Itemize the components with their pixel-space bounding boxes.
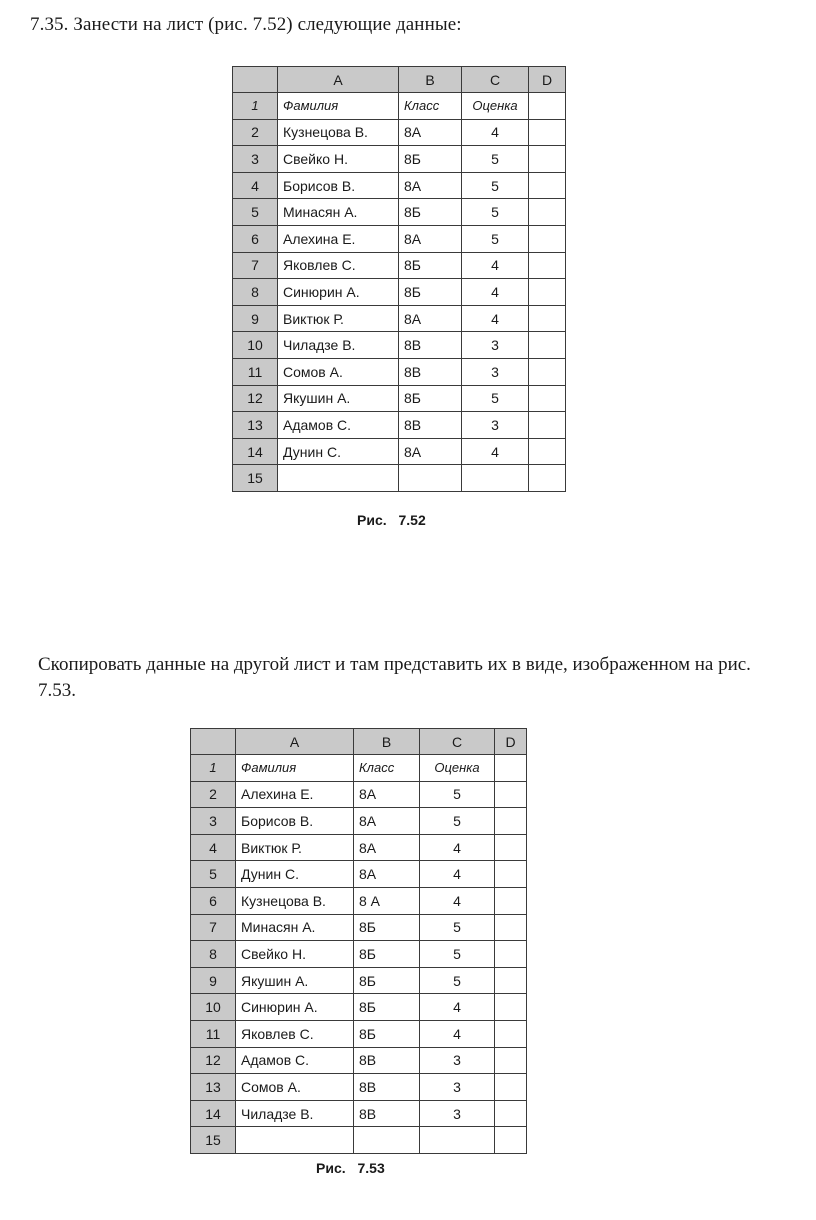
- cell-c[interactable]: [420, 1127, 495, 1154]
- table-row: [191, 941, 527, 968]
- cell-d[interactable]: [495, 1074, 527, 1101]
- spreadsheet-figure-7-52: [232, 66, 566, 492]
- cell-b[interactable]: 8Б: [354, 994, 420, 1021]
- cell-c[interactable]: Оценка: [420, 755, 495, 782]
- cell-d[interactable]: [495, 1020, 527, 1047]
- cell-d[interactable]: [529, 305, 566, 332]
- table-row: [233, 438, 566, 465]
- cell-c[interactable]: 4: [420, 994, 495, 1021]
- table-row: [233, 172, 566, 199]
- cell-a[interactable]: Алехина Е.: [236, 781, 354, 808]
- column-header-row: [191, 729, 527, 755]
- cell-d[interactable]: [529, 146, 566, 173]
- cell-d[interactable]: [529, 93, 566, 120]
- cell-c[interactable]: 4: [462, 305, 529, 332]
- cell-d[interactable]: [529, 225, 566, 252]
- cell-a[interactable]: Адамов С.: [278, 412, 399, 439]
- cell-b[interactable]: 8А: [354, 861, 420, 888]
- column-header-c[interactable]: C: [462, 67, 529, 93]
- table-row: [191, 914, 527, 941]
- cell-b[interactable]: 8В: [399, 332, 462, 359]
- cell-b[interactable]: 8Б: [354, 914, 420, 941]
- figure-caption: Рис. 7.52: [357, 512, 426, 528]
- cell-c[interactable]: 4: [420, 861, 495, 888]
- cell-d[interactable]: [529, 465, 566, 492]
- row-header[interactable]: 14: [191, 1100, 236, 1127]
- cell-d[interactable]: [529, 438, 566, 465]
- column-header-b[interactable]: B: [399, 67, 462, 93]
- cell-b[interactable]: 8А: [399, 225, 462, 252]
- table-row: [191, 1074, 527, 1101]
- cell-a[interactable]: Минасян А.: [236, 914, 354, 941]
- cell-a[interactable]: Яковлев С.: [278, 252, 399, 279]
- cell-c[interactable]: 5: [420, 808, 495, 835]
- cell-c[interactable]: 5: [420, 781, 495, 808]
- table-row: [233, 93, 566, 120]
- cell-c[interactable]: 5: [420, 941, 495, 968]
- table-row: [233, 358, 566, 385]
- cell-b[interactable]: 8Б: [354, 967, 420, 994]
- cell-d[interactable]: [529, 172, 566, 199]
- cell-d[interactable]: [529, 199, 566, 226]
- cell-a[interactable]: Алехина Е.: [278, 225, 399, 252]
- row-header[interactable]: 11: [233, 358, 278, 385]
- cell-b[interactable]: 8А: [354, 834, 420, 861]
- cell-d[interactable]: [529, 358, 566, 385]
- row-header[interactable]: 8: [191, 941, 236, 968]
- cell-c[interactable]: 5: [462, 172, 529, 199]
- cell-c[interactable]: 3: [420, 1100, 495, 1127]
- row-header[interactable]: 1: [233, 93, 278, 120]
- cell-c[interactable]: 3: [420, 1074, 495, 1101]
- cell-a[interactable]: Кузнецова В.: [236, 887, 354, 914]
- cell-c[interactable]: 4: [462, 438, 529, 465]
- column-header-a[interactable]: A: [236, 729, 354, 755]
- row-header[interactable]: 8: [233, 279, 278, 306]
- cell-a[interactable]: Яковлев С.: [236, 1020, 354, 1047]
- table-row: [233, 252, 566, 279]
- spreadsheet-figure-7-53: [190, 728, 527, 1154]
- cell-a[interactable]: Борисов В.: [236, 808, 354, 835]
- cell-b[interactable]: 8В: [354, 1047, 420, 1074]
- table-row: [233, 119, 566, 146]
- cell-b[interactable]: Класс: [399, 93, 462, 120]
- row-header[interactable]: 2: [191, 781, 236, 808]
- corner-cell[interactable]: [233, 67, 278, 93]
- cell-a[interactable]: Синюрин А.: [236, 994, 354, 1021]
- table-row: [191, 887, 527, 914]
- cell-c[interactable]: 5: [462, 225, 529, 252]
- cell-b[interactable]: 8А: [399, 119, 462, 146]
- cell-a[interactable]: Якушин А.: [236, 967, 354, 994]
- cell-a[interactable]: Минасян А.: [278, 199, 399, 226]
- cell-b[interactable]: 8А: [354, 808, 420, 835]
- cell-d[interactable]: [495, 941, 527, 968]
- cell-d[interactable]: [495, 1100, 527, 1127]
- cell-d[interactable]: [529, 332, 566, 359]
- cell-a[interactable]: Борисов В.: [278, 172, 399, 199]
- cell-b[interactable]: 8Б: [399, 279, 462, 306]
- row-header[interactable]: 4: [191, 834, 236, 861]
- column-header-row: [233, 67, 566, 93]
- instruction-text: Скопировать данные на другой лист и там представить их в виде, изображенном на рис. 7.53.: [38, 654, 751, 701]
- row-header[interactable]: 4: [233, 172, 278, 199]
- cell-d[interactable]: [495, 755, 527, 782]
- cell-d[interactable]: [529, 385, 566, 412]
- cell-a[interactable]: Сомов А.: [236, 1074, 354, 1101]
- table-row: [233, 385, 566, 412]
- row-header[interactable]: 9: [233, 305, 278, 332]
- cell-d[interactable]: [529, 252, 566, 279]
- cell-c[interactable]: 5: [462, 385, 529, 412]
- cell-c[interactable]: 3: [420, 1047, 495, 1074]
- column-header-d[interactable]: D: [529, 67, 566, 93]
- row-header[interactable]: 3: [191, 808, 236, 835]
- row-header[interactable]: 9: [191, 967, 236, 994]
- table-row: [191, 834, 527, 861]
- table-row: [191, 808, 527, 835]
- cell-b[interactable]: 8А: [354, 781, 420, 808]
- cell-b[interactable]: Класс: [354, 755, 420, 782]
- table-row: [191, 967, 527, 994]
- cell-c[interactable]: 3: [462, 358, 529, 385]
- table-row: [191, 781, 527, 808]
- cell-c[interactable]: Оценка: [462, 93, 529, 120]
- row-header[interactable]: 10: [233, 332, 278, 359]
- row-header[interactable]: 12: [191, 1047, 236, 1074]
- cell-b[interactable]: 8В: [354, 1074, 420, 1101]
- cell-c[interactable]: 3: [462, 332, 529, 359]
- table-row: [191, 755, 527, 782]
- cell-d[interactable]: [495, 887, 527, 914]
- table-row: [233, 332, 566, 359]
- table-row: [191, 1127, 527, 1154]
- cell-d[interactable]: [495, 967, 527, 994]
- row-header[interactable]: 10: [191, 994, 236, 1021]
- table-row: [191, 861, 527, 888]
- cell-d[interactable]: [495, 834, 527, 861]
- cell-a[interactable]: Синюрин А.: [278, 279, 399, 306]
- cell-d[interactable]: [495, 781, 527, 808]
- row-header[interactable]: 6: [191, 887, 236, 914]
- cell-b[interactable]: 8А: [399, 438, 462, 465]
- cell-b[interactable]: 8В: [354, 1100, 420, 1127]
- cell-a[interactable]: [236, 1127, 354, 1154]
- table-row: [191, 994, 527, 1021]
- cell-b[interactable]: 8А: [399, 305, 462, 332]
- cell-b[interactable]: [354, 1127, 420, 1154]
- column-header-c[interactable]: C: [420, 729, 495, 755]
- cell-d[interactable]: [495, 861, 527, 888]
- cell-b[interactable]: 8А: [399, 172, 462, 199]
- cell-c[interactable]: 4: [420, 887, 495, 914]
- row-header[interactable]: 15: [191, 1127, 236, 1154]
- cell-c[interactable]: 5: [420, 914, 495, 941]
- cell-d[interactable]: [495, 808, 527, 835]
- row-header[interactable]: 12: [233, 385, 278, 412]
- table-row: [233, 279, 566, 306]
- table-row: [191, 1047, 527, 1074]
- cell-b[interactable]: [399, 465, 462, 492]
- figure-caption: Рис. 7.53: [316, 1160, 385, 1176]
- table-row: [233, 465, 566, 492]
- cell-a[interactable]: Якушин А.: [278, 385, 399, 412]
- cell-b[interactable]: 8Б: [399, 146, 462, 173]
- cell-a[interactable]: Адамов С.: [236, 1047, 354, 1074]
- cell-a[interactable]: Виктюк Р.: [236, 834, 354, 861]
- table-row: [191, 1020, 527, 1047]
- cell-c[interactable]: 3: [462, 412, 529, 439]
- row-header[interactable]: 5: [191, 861, 236, 888]
- row-header[interactable]: 5: [233, 199, 278, 226]
- cell-a[interactable]: Чиладзе В.: [236, 1100, 354, 1127]
- cell-c[interactable]: 5: [462, 146, 529, 173]
- corner-cell[interactable]: [191, 729, 236, 755]
- cell-b[interactable]: 8Б: [354, 941, 420, 968]
- cell-d[interactable]: [495, 994, 527, 1021]
- cell-d[interactable]: [529, 412, 566, 439]
- table-row: [233, 146, 566, 173]
- cell-c[interactable]: 4: [462, 279, 529, 306]
- cell-c[interactable]: 4: [462, 252, 529, 279]
- row-header[interactable]: 3: [233, 146, 278, 173]
- cell-d[interactable]: [495, 1047, 527, 1074]
- cell-c[interactable]: [462, 465, 529, 492]
- cell-a[interactable]: Свейко Н.: [236, 941, 354, 968]
- cell-d[interactable]: [495, 1127, 527, 1154]
- row-header[interactable]: 14: [233, 438, 278, 465]
- column-header-b[interactable]: B: [354, 729, 420, 755]
- cell-b[interactable]: 8Б: [399, 199, 462, 226]
- cell-b[interactable]: 8Б: [354, 1020, 420, 1047]
- table-row: [233, 412, 566, 439]
- cell-a[interactable]: Виктюк Р.: [278, 305, 399, 332]
- cell-a[interactable]: Свейко Н.: [278, 146, 399, 173]
- cell-b[interactable]: 8В: [399, 358, 462, 385]
- row-header[interactable]: 6: [233, 225, 278, 252]
- row-header[interactable]: 2: [233, 119, 278, 146]
- cell-a[interactable]: Сомов А.: [278, 358, 399, 385]
- cell-b[interactable]: 8 А: [354, 887, 420, 914]
- row-header[interactable]: 11: [191, 1020, 236, 1047]
- cell-c[interactable]: 4: [420, 1020, 495, 1047]
- cell-d[interactable]: [529, 119, 566, 146]
- row-header[interactable]: 15: [233, 465, 278, 492]
- cell-a[interactable]: Чиладзе В.: [278, 332, 399, 359]
- cell-a[interactable]: Фамилия: [278, 93, 399, 120]
- row-header[interactable]: 7: [233, 252, 278, 279]
- table-row: [233, 199, 566, 226]
- cell-a[interactable]: [278, 465, 399, 492]
- cell-a[interactable]: Дунин С.: [278, 438, 399, 465]
- column-header-d[interactable]: D: [495, 729, 527, 755]
- row-header[interactable]: 7: [191, 914, 236, 941]
- table-row: [191, 1100, 527, 1127]
- cell-b[interactable]: 8В: [399, 412, 462, 439]
- cell-d[interactable]: [495, 914, 527, 941]
- cell-c[interactable]: 5: [462, 199, 529, 226]
- cell-c[interactable]: 4: [462, 119, 529, 146]
- cell-b[interactable]: 8Б: [399, 252, 462, 279]
- column-header-a[interactable]: A: [278, 67, 399, 93]
- exercise-text: 7.35. Занести на лист (рис. 7.52) следующие данные:: [30, 14, 462, 35]
- row-header[interactable]: 13: [233, 412, 278, 439]
- table-row: [233, 305, 566, 332]
- cell-d[interactable]: [529, 279, 566, 306]
- cell-a[interactable]: Фамилия: [236, 755, 354, 782]
- cell-c[interactable]: 5: [420, 967, 495, 994]
- cell-a[interactable]: Кузнецова В.: [278, 119, 399, 146]
- cell-a[interactable]: Дунин С.: [236, 861, 354, 888]
- cell-b[interactable]: 8Б: [399, 385, 462, 412]
- table-row: [233, 225, 566, 252]
- cell-c[interactable]: 4: [420, 834, 495, 861]
- row-header[interactable]: 13: [191, 1074, 236, 1101]
- row-header[interactable]: 1: [191, 755, 236, 782]
